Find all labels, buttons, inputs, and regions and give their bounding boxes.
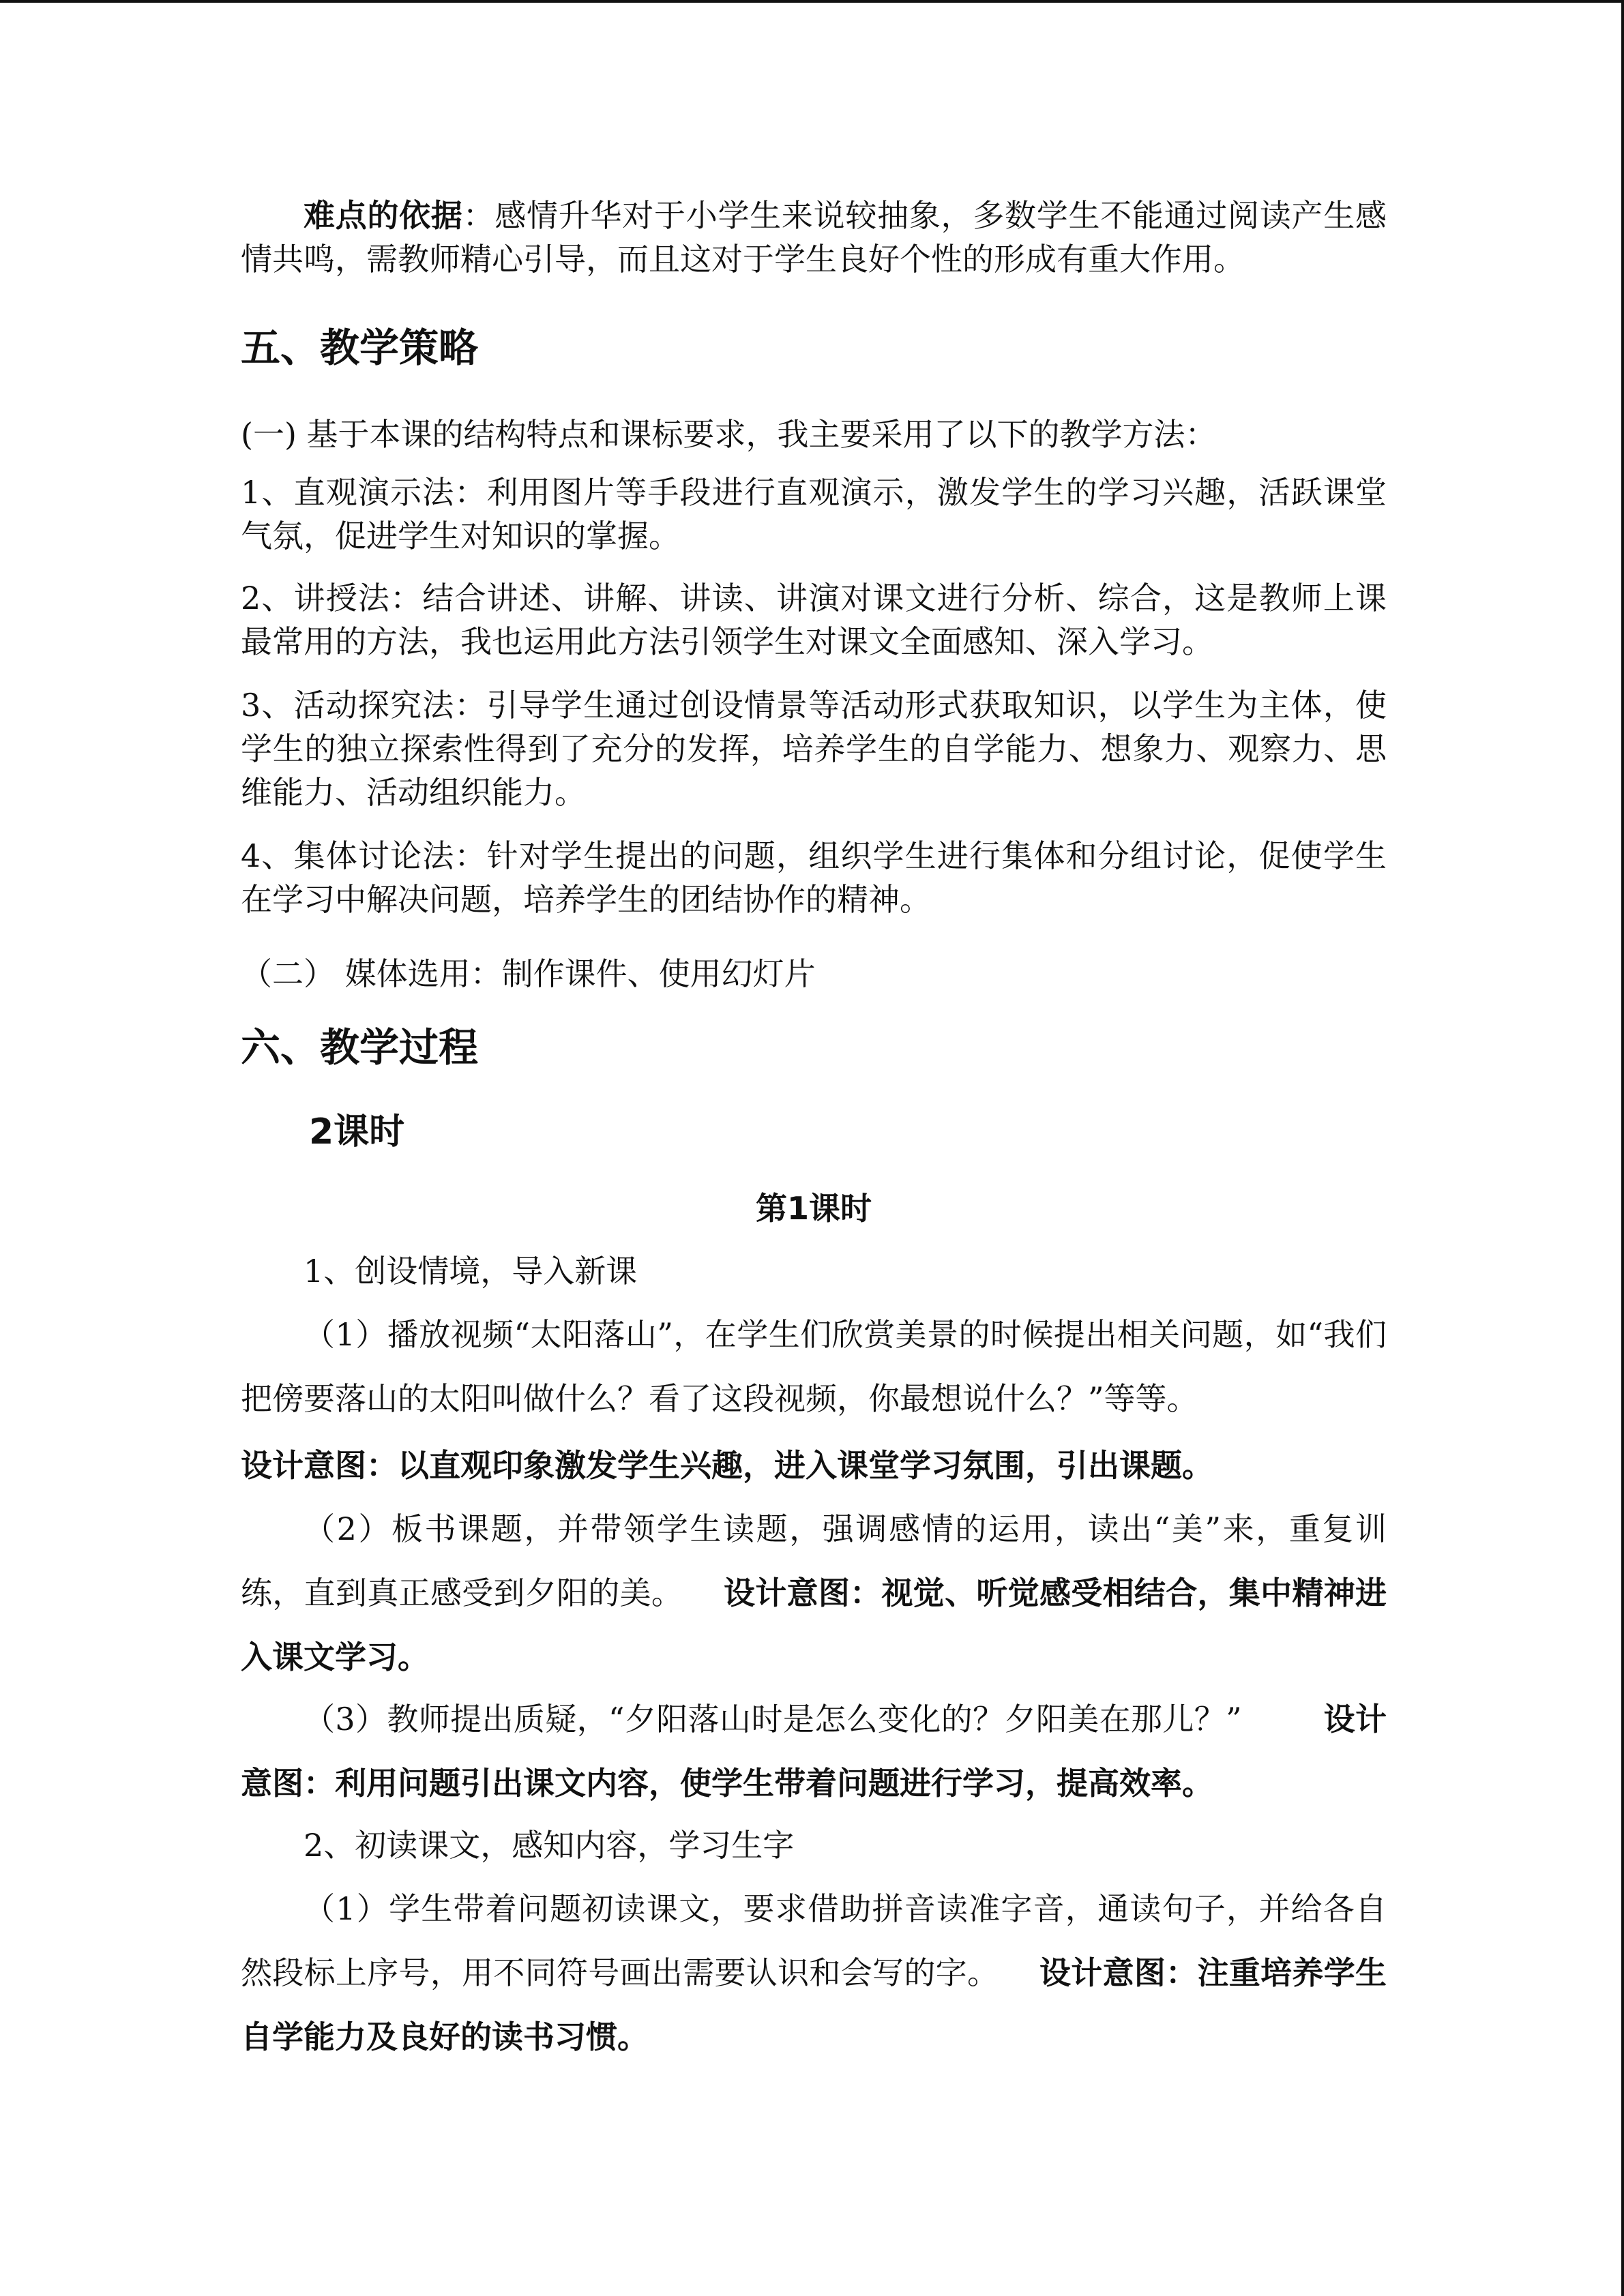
method-4: 4、集体讨论法：针对学生提出的问题，组织学生进行集体和分组讨论，促使学生在学习中解决问题，培养学生的团结协作的精神。 <box>241 837 1387 918</box>
lesson-count: 2课时 <box>309 1112 405 1152</box>
page-border-right <box>1621 0 1624 2296</box>
step-2-item-1-design: 设计意图：注重培养学生自学能力及良好的读书习惯。 <box>241 1954 1387 2055</box>
step-2-item-1 <box>241 1877 1387 2069</box>
step-1-item-3-design: 设计意图：利用问题引出课文内容，使学生带着问题进行学习，提高效率。 <box>241 1701 1387 1802</box>
difficulty-paragraph <box>241 194 1387 281</box>
step-1-item-2-design: 设计意图：视觉、听觉感受相结合，集中精神进入课文学习。 <box>241 1575 1387 1675</box>
step-1-item-1: （1）播放视频“太阳落山”，在学生们欣赏美景的时候提出相关问题，如“我们把傍要落山的太阳叫做什么？看了这段视频，你最想说什么？”等等。 <box>241 1316 1387 1417</box>
step-1-item-3 <box>241 1687 1387 1815</box>
difficulty-text: ：感情升华对于小学生来说较抽象，多数学生不能通过阅读产生感情共鸣，需教师精心引导，而且这对于学生良好个性的形成有重大作用。 <box>241 197 1387 278</box>
difficulty-label: 难点的依据 <box>304 197 463 234</box>
step-1-item-2 <box>241 1497 1387 1689</box>
step-1-item-3-text: （3）教师提出质疑，“夕阳落山时是怎么变化的？夕阳美在那儿？” <box>304 1701 1242 1738</box>
step-1-item-2-text: （2）板书课题，并带领学生读题，强调感情的运用，读出“美”来，重复训练，直到真正感受到夕阳的美。 <box>241 1510 1387 1611</box>
media-selection: （二） 媒体选用：制作课件、使用幻灯片 <box>241 955 816 992</box>
step-2-item-1-text: （1）学生带着问题初读课文，要求借助拼音读准字音，通读句子，并给各自然段标上序号，用不同符号画出需要认识和会写的字。 <box>241 1890 1387 1991</box>
heading-process: 六、教学过程 <box>241 1024 479 1071</box>
lesson-title: 第1课时 <box>755 1190 872 1227</box>
step-2-title: 2、初读课文，感知内容，学习生字 <box>304 1827 795 1864</box>
method-1: 1、直观演示法：利用图片等手段进行直观演示，激发学生的学习兴趣，活跃课堂气氛，促进学生对知识的掌握。 <box>241 474 1387 554</box>
step-1-title: 1、创设情境，导入新课 <box>304 1253 638 1289</box>
step-1-item-1-design: 设计意图：以直观印象激发学生兴趣，进入课堂学习氛围，引出课题。 <box>241 1447 1213 1484</box>
strategy-intro: (一) 基于本课的结构特点和课标要求，我主要采用了以下的教学方法： <box>241 416 1217 453</box>
page-border-top <box>0 0 1624 3</box>
method-3: 3、活动探究法：引导学生通过创设情景等活动形式获取知识，以学生为主体，使学生的独立探索性得到了充分的发挥，培养学生的自学能力、想象力、观察力、思维能力、活动组织能力。 <box>241 687 1387 811</box>
heading-strategy: 五、教学策略 <box>241 325 479 371</box>
method-2: 2、讲授法：结合讲述、讲解、讲读、讲演对课文进行分析、综合，这是教师上课最常用的方法，我也运用此方法引领学生对课文全面感知、深入学习。 <box>241 580 1387 660</box>
